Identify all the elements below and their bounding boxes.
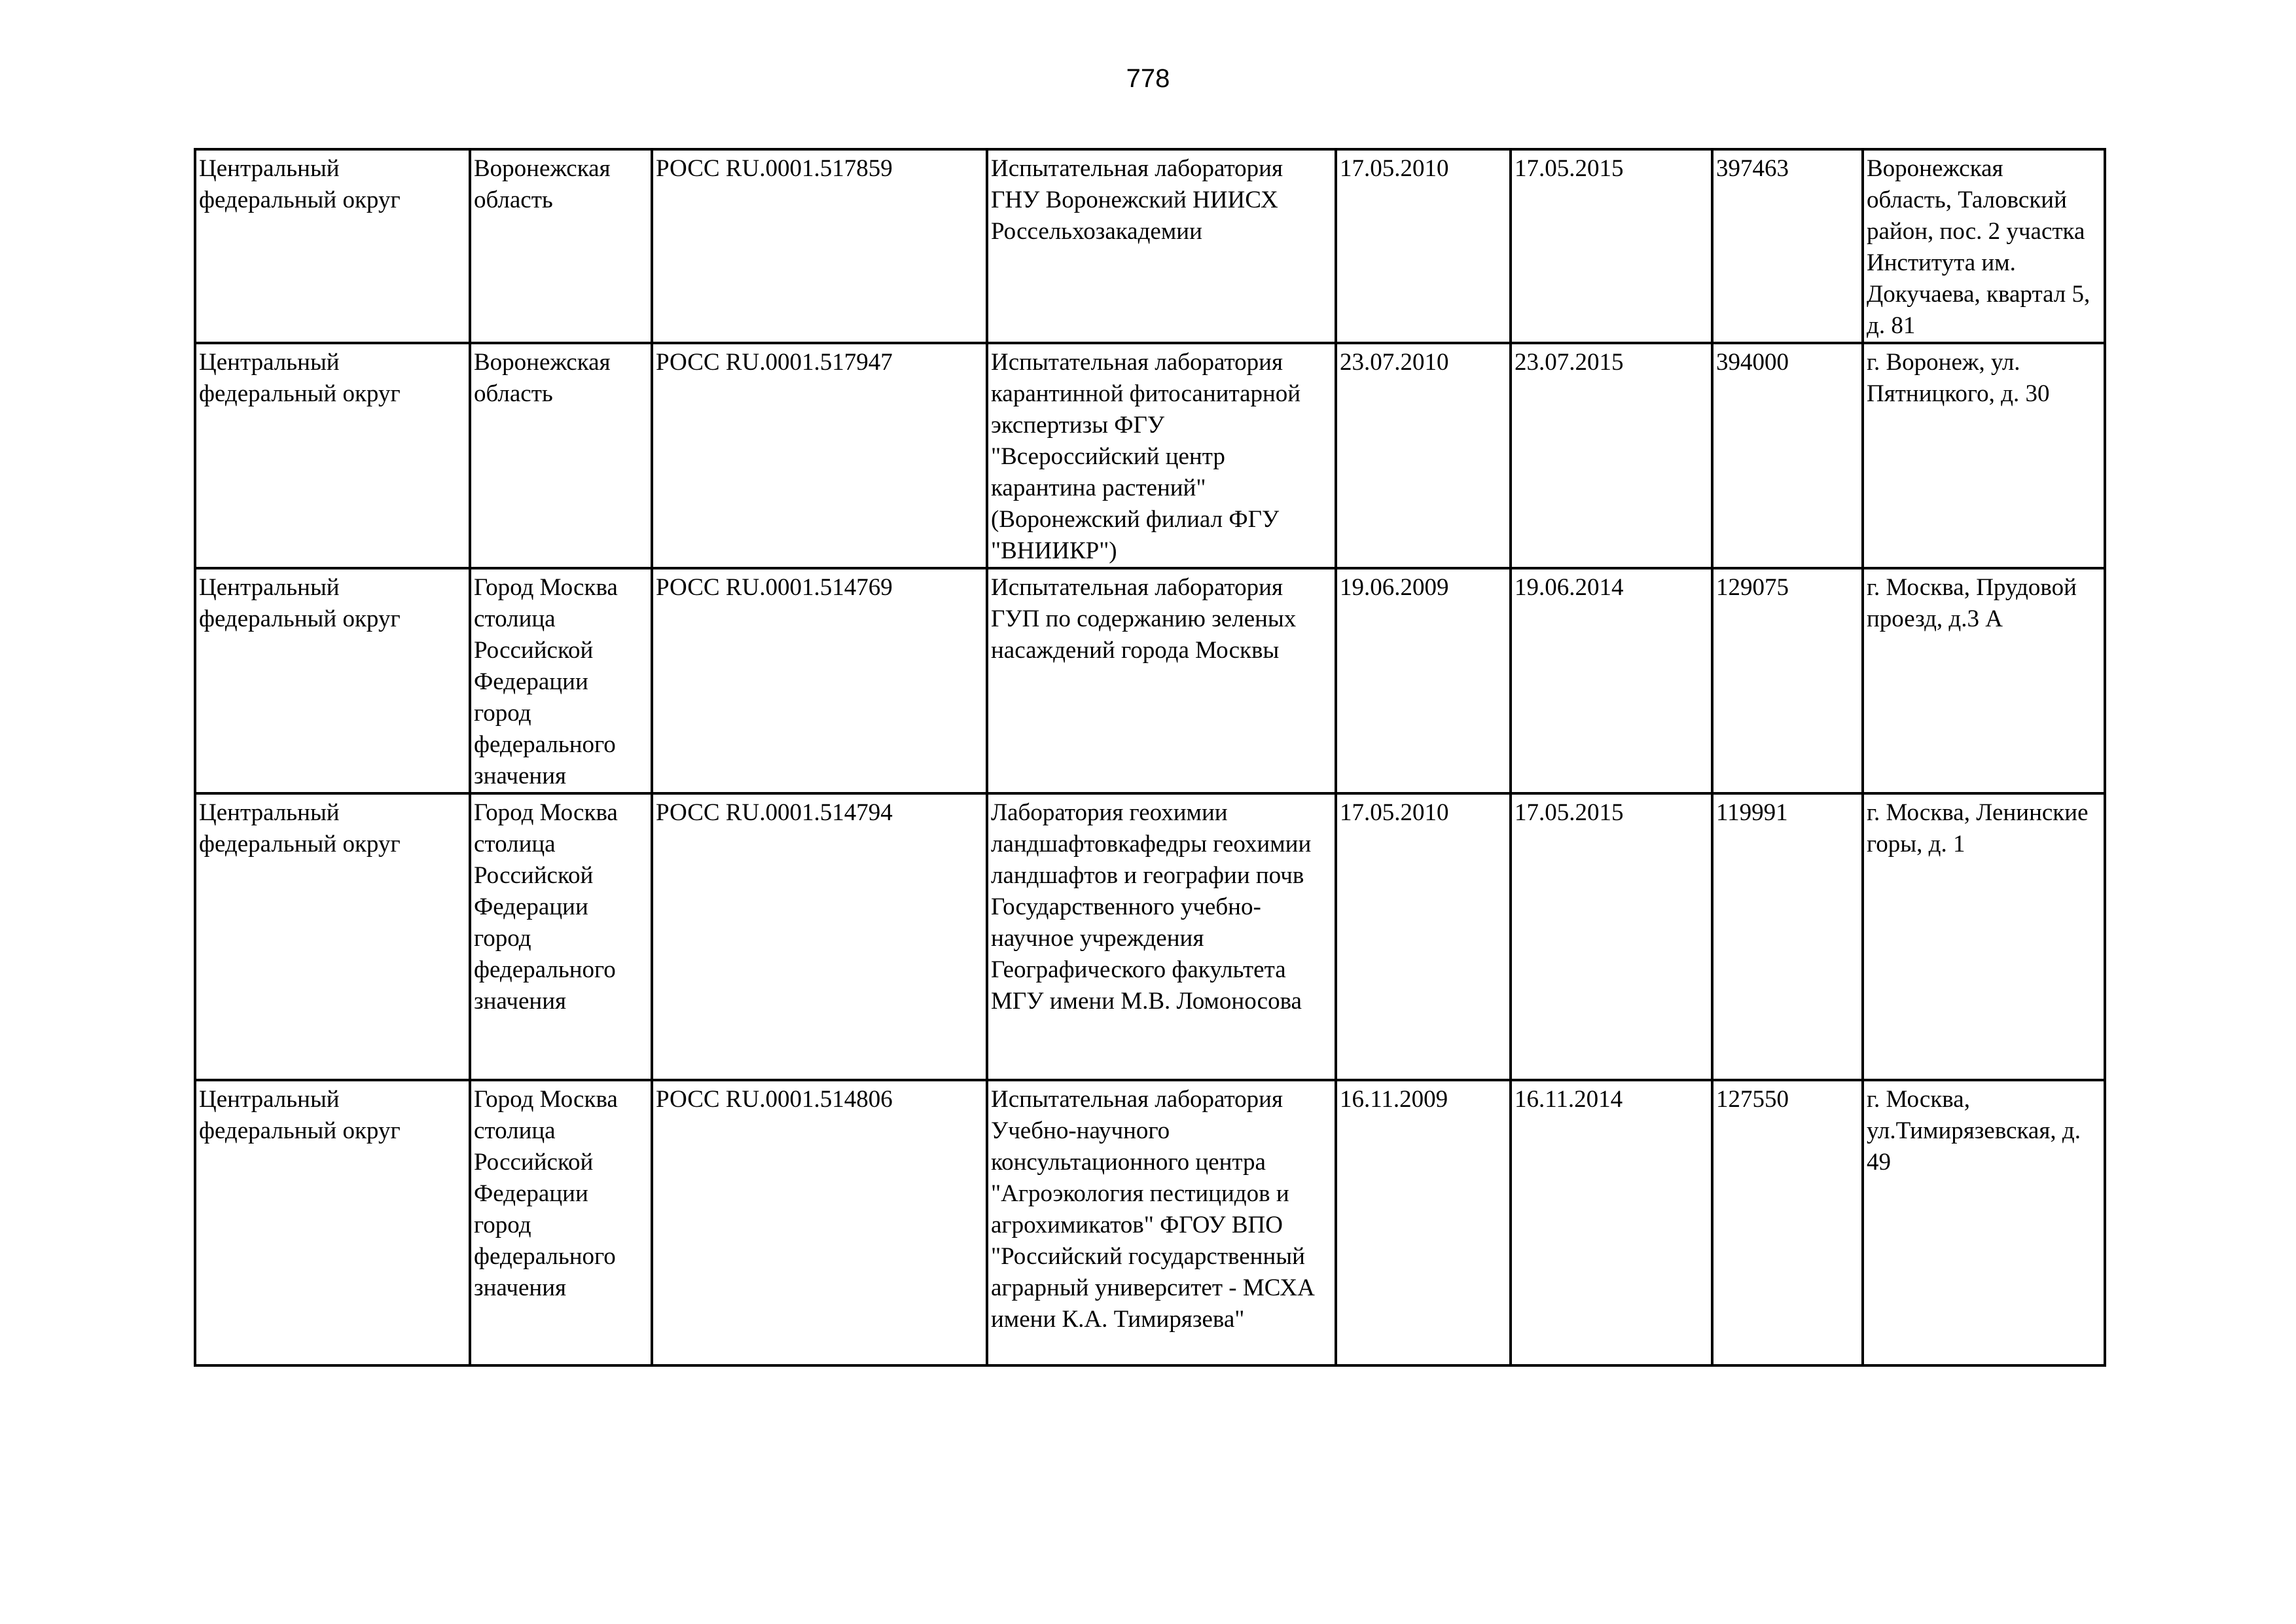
- date-expires-cell: 19.06.2014: [1511, 568, 1712, 793]
- certificate-number-cell: РОСС RU.0001.517947: [652, 343, 987, 568]
- postal-code-cell: 119991: [1712, 793, 1863, 1080]
- address-cell: г. Воронеж, ул. Пятницкого, д. 30: [1863, 343, 2105, 568]
- laboratory-name-cell: Испытательная лаборатория Учебно-научного консультационного центра "Агроэкология пестицидов и агрохимикатов" ФГОУ ВПО "Российский государственный аграрный университет - МСХА имени К.А. Тимирязева": [987, 1080, 1336, 1365]
- date-issued-cell: 16.11.2009: [1336, 1080, 1511, 1365]
- postal-code-cell: 394000: [1712, 343, 1863, 568]
- region-cell: Город Москва столица Российской Федерации город федерального значения: [470, 793, 652, 1080]
- table-row: [195, 1080, 2105, 1365]
- federal-district-cell: Центральный федеральный округ: [195, 1080, 470, 1365]
- table-row: [195, 343, 2105, 568]
- postal-code-cell: 129075: [1712, 568, 1863, 793]
- certificate-number-cell: РОСС RU.0001.514806: [652, 1080, 987, 1365]
- date-expires-cell: 16.11.2014: [1511, 1080, 1712, 1365]
- date-expires-cell: 17.05.2015: [1511, 149, 1712, 343]
- date-issued-cell: 17.05.2010: [1336, 149, 1511, 343]
- certificate-number-cell: РОСС RU.0001.517859: [652, 149, 987, 343]
- laboratory-registry-table: [194, 148, 2106, 1367]
- laboratory-name-cell: Испытательная лаборатория ГНУ Воронежский НИИСХ Россельхозакадемии: [987, 149, 1336, 343]
- date-issued-cell: 19.06.2009: [1336, 568, 1511, 793]
- postal-code-cell: 127550: [1712, 1080, 1863, 1365]
- region-cell: Город Москва столица Российской Федерации город федерального значения: [470, 1080, 652, 1365]
- certificate-number-cell: РОСС RU.0001.514794: [652, 793, 987, 1080]
- federal-district-cell: Центральный федеральный округ: [195, 343, 470, 568]
- laboratory-name-cell: Испытательная лаборатория ГУП по содержанию зеленых насаждений города Москвы: [987, 568, 1336, 793]
- region-cell: Воронежская область: [470, 149, 652, 343]
- date-expires-cell: 23.07.2015: [1511, 343, 1712, 568]
- certificate-number-cell: РОСС RU.0001.514769: [652, 568, 987, 793]
- date-expires-cell: 17.05.2015: [1511, 793, 1712, 1080]
- address-cell: г. Москва, Прудовой проезд, д.3 А: [1863, 568, 2105, 793]
- region-cell: Город Москва столица Российской Федерации город федерального значения: [470, 568, 652, 793]
- laboratory-name-cell: Испытательная лаборатория карантинной фитосанитарной экспертизы ФГУ "Всероссийский центр карантина растений" (Воронежский филиал ФГУ "ВНИИКР"): [987, 343, 1336, 568]
- table-row: [195, 793, 2105, 1080]
- table-row: [195, 568, 2105, 793]
- region-cell: Воронежская область: [470, 343, 652, 568]
- date-issued-cell: 17.05.2010: [1336, 793, 1511, 1080]
- federal-district-cell: Центральный федеральный округ: [195, 793, 470, 1080]
- address-cell: г. Москва, Ленинские горы, д. 1: [1863, 793, 2105, 1080]
- federal-district-cell: Центральный федеральный округ: [195, 149, 470, 343]
- laboratory-name-cell: Лаборатория геохимии ландшафтовкафедры геохимии ландшафтов и географии почв Государственного учебно- научное учреждения Географического факультета МГУ имени М.В. Ломоносова: [987, 793, 1336, 1080]
- page-number: 778: [1126, 64, 1170, 93]
- table-row: [195, 149, 2105, 343]
- federal-district-cell: Центральный федеральный округ: [195, 568, 470, 793]
- address-cell: г. Москва, ул.Тимирязевская, д. 49: [1863, 1080, 2105, 1365]
- postal-code-cell: 397463: [1712, 149, 1863, 343]
- address-cell: Воронежская область, Таловский район, пос. 2 участка Института им. Докучаева, квартал 5, д. 81: [1863, 149, 2105, 343]
- date-issued-cell: 23.07.2010: [1336, 343, 1511, 568]
